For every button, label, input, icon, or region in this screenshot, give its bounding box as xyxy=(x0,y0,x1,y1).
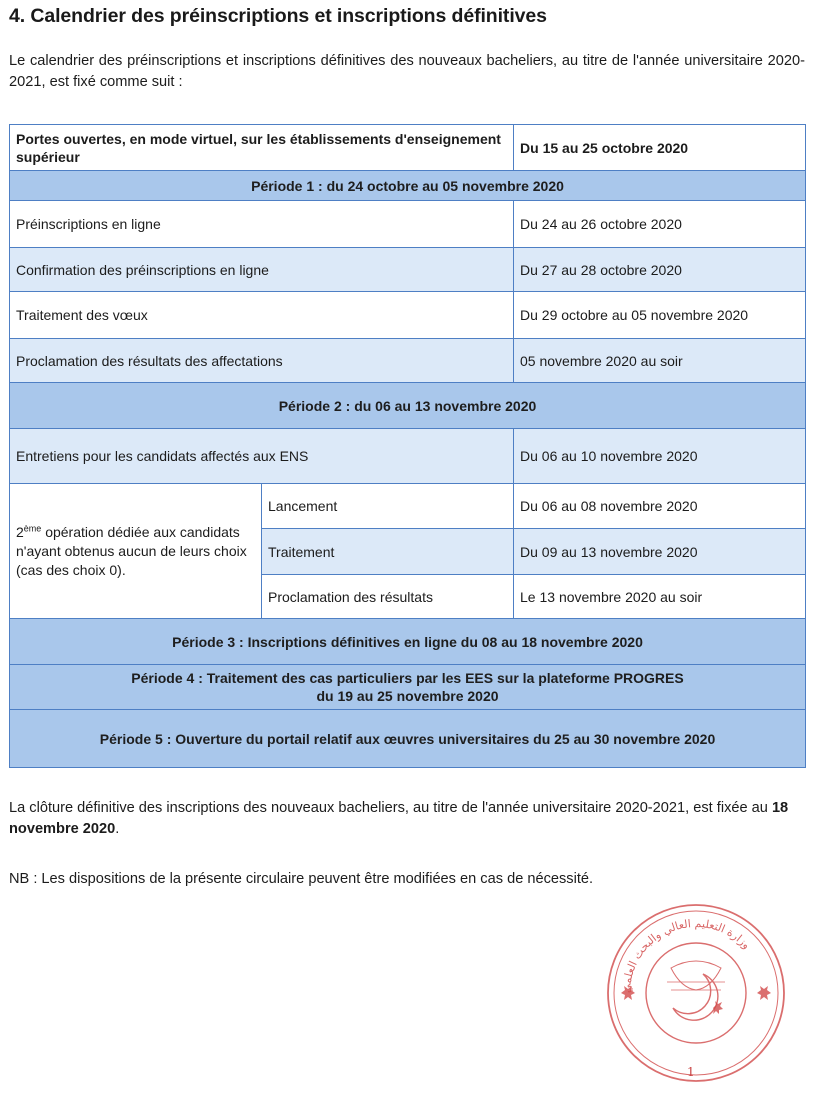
open-days-date: Du 15 au 25 octobre 2020 xyxy=(514,125,806,171)
op2-number: 2 xyxy=(16,523,24,540)
intro-paragraph: Le calendrier des préinscriptions et inscriptions définitives des nouveaux bacheliers, au titre de l'année universitaire 2020-2021, est fixé comme suit : xyxy=(9,53,805,90)
closing-end: . xyxy=(115,821,120,837)
row-label: Confirmation des préinscriptions en ligne xyxy=(10,248,514,292)
row-date: Du 09 au 13 novembre 2020 xyxy=(514,529,806,575)
open-days-label: Portes ouvertes, en mode virtuel, sur les établissements d'enseignement supérieur xyxy=(10,125,514,171)
period-4-line-1: Période 4 : Traitement des cas particuliers par les EES sur la plateforme PROGRES xyxy=(131,670,684,686)
table-row-open-days xyxy=(10,125,806,171)
row-label: Lancement xyxy=(262,484,514,529)
period-1-header: Période 1 : du 24 octobre au 05 novembre 2020 xyxy=(10,171,806,201)
table-row xyxy=(10,201,806,248)
table-row xyxy=(10,484,806,529)
row-label: Traitement des vœux xyxy=(10,292,514,339)
closing-text: La clôture définitive des inscriptions des nouveaux bacheliers, au titre de l'année universitaire 2020-2021, est fixée au xyxy=(9,800,772,816)
section-title: 4. Calendrier des préinscriptions et inscriptions définitives xyxy=(9,5,547,27)
row-date: Du 24 au 26 octobre 2020 xyxy=(514,201,806,248)
stamp-ring-text: وزارة التعليم العالي والبحث العلمي xyxy=(619,916,753,994)
period-4-header xyxy=(10,665,806,710)
nb-note: NB : Les dispositions de la présente circulaire peuvent être modifiées en cas de nécessité. xyxy=(9,871,594,887)
op2-superscript: ème xyxy=(23,522,42,533)
row-label: Préinscriptions en ligne xyxy=(10,201,514,248)
row-label: Traitement xyxy=(262,529,514,575)
row-date: 05 novembre 2020 au soir xyxy=(514,339,806,383)
row-date: Du 06 au 08 novembre 2020 xyxy=(514,484,806,529)
period-5-header: Période 5 : Ouverture du portail relatif aux œuvres universitaires du 25 au 30 novembre 2020 xyxy=(10,710,806,768)
star-icon xyxy=(757,986,771,1000)
row-label: Proclamation des résultats xyxy=(262,575,514,619)
row-label: Proclamation des résultats des affectations xyxy=(10,339,514,383)
closing-date: 18 novembre 2020 xyxy=(9,800,789,837)
row-date: Du 27 au 28 octobre 2020 xyxy=(514,248,806,292)
second-operation-cell xyxy=(10,484,262,619)
table-row xyxy=(10,248,806,292)
table-row-ens xyxy=(10,429,806,484)
period-4-line-2: du 19 au 25 novembre 2020 xyxy=(316,688,499,704)
row-date: Du 06 au 10 novembre 2020 xyxy=(514,429,806,484)
period-3-header: Période 3 : Inscriptions définitives en ligne du 08 au 18 novembre 2020 xyxy=(10,619,806,665)
table-row xyxy=(10,292,806,339)
stamp-page-mark: 1 xyxy=(687,1065,695,1079)
official-stamp xyxy=(601,898,791,1088)
row-date: Le 13 novembre 2020 au soir xyxy=(514,575,806,619)
row-label: Entretiens pour les candidats affectés aux ENS xyxy=(10,429,514,484)
period-2-header: Période 2 : du 06 au 13 novembre 2020 xyxy=(10,383,806,429)
table-row xyxy=(10,339,806,383)
closing-paragraph xyxy=(9,798,809,840)
calendar-table xyxy=(9,124,806,768)
row-date: Du 29 octobre au 05 novembre 2020 xyxy=(514,292,806,339)
op2-text: opération dédiée aux candidats n'ayant obtenus aucun de leurs choix (cas des choix 0). xyxy=(16,523,247,578)
star-icon xyxy=(713,1001,723,1014)
